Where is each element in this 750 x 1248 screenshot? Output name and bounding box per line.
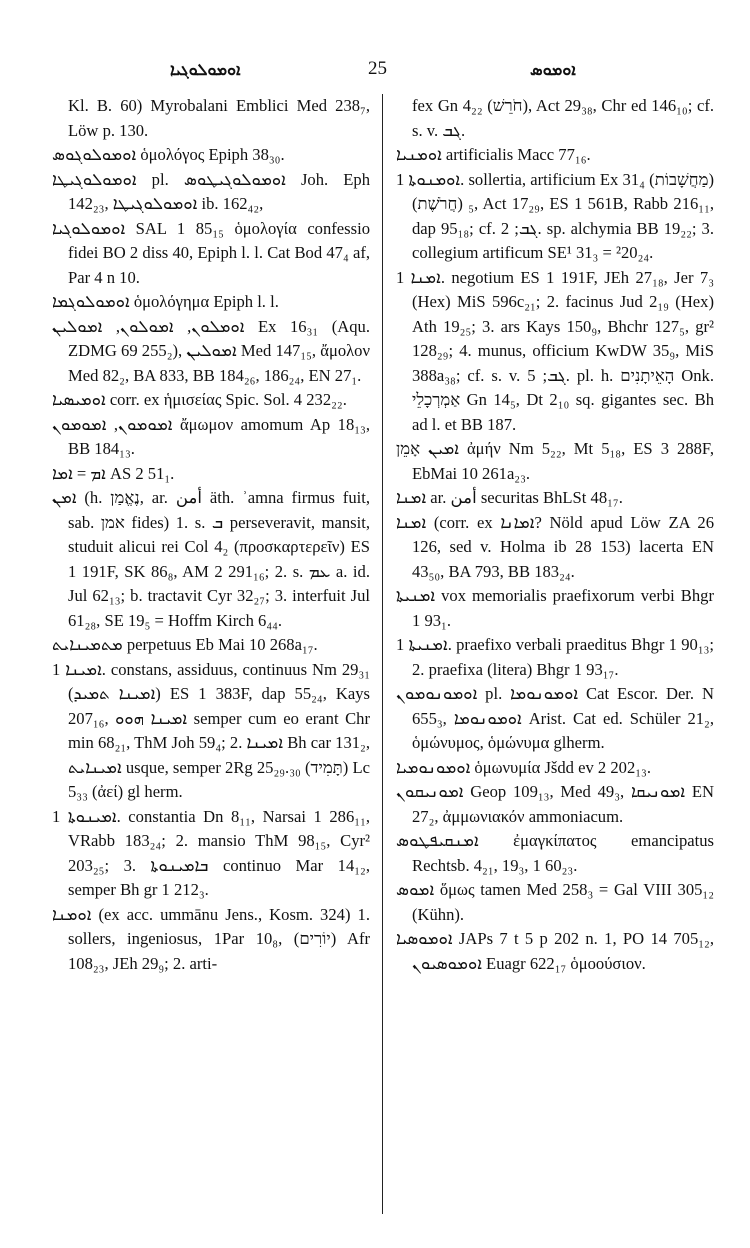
- dictionary-entry: ܐܘܡܝܣܝܐ corr. ex ἡμισείας Spic. Sol. 4 232₂₂.: [52, 390, 347, 409]
- dictionary-entry: ܐܘܡܢܝܐ artificialis Macc 77₁₆.: [396, 145, 591, 164]
- dictionary-entry: ܐܡܘܣ ὅμως tamen Med 258₃ = Gal VIII 305₁₂ (Kühn).: [396, 880, 714, 924]
- right-column: [396, 94, 714, 976]
- dictionary-entry: ܡܬܡܝܢܐܝܬ perpetuus Eb Mai 10 268a₁₇.: [52, 635, 318, 654]
- dictionary-entry: ܐܡܝܢܘܬܐ 1. constantia Dn 8₁₁, Narsai 1 286₁₁, VRabb 183₂₄; 2. mansio ThM 98₁₅, Cyr² 203₂₅; 3. ܒܐܡܝܢܘܬܐ continuo Mar 14₁₂, semper Bh gr 1 212₃.: [52, 806, 370, 899]
- dictionary-entry: ܐܡܢܩܝܦܛܘܣ ἐμαγκίπατος emancipatus Rechtsb. 4₂₁, 19₃, 1 60₂₃.: [396, 831, 714, 875]
- dictionary-entry: ܐܘܡܘܠܘܓܘܣ ὁμολόγος Epiph 38₃₀.: [52, 145, 285, 164]
- dictionary-entry: ܐܡܢܝܬܐ vox memorialis praefixorum verbi Bhgr 1 93₁.: [396, 586, 714, 630]
- dictionary-entry: ܐܡܝܢܐ 1. constans, assiduus, continuus Nm 29₃₁ (ܐܡܝܢܐ ܬܡܝܕ) ES 1 383F, dap 55₂₄, Kays 207₁₆, ܐܡܝܢܐ ܗܘܘ semper cum eo erant Chr min 68₂₁, ThM Joh 59₄; 2. ܐܡܝܢܐ Bh car 131₂, ܐܡܝܢܐܝܬ usque, semper 2Rg 25₂₉.₃₀ (תָּמִיד) Lc 5₃₃ (ἀεί) gl herm.: [52, 659, 371, 801]
- dictionary-entry: ܐܡ = ܐܡܐ AS 2 51₁.: [52, 463, 175, 483]
- dictionary-entry: ܐܡܢܐ ar. أمن securitas BhLSt 48₁₇.: [396, 488, 623, 507]
- column-divider: [382, 94, 383, 1214]
- dictionary-entry: ܐܘܡܘܠܘܓܝܛܐ pl. ܐܘܡܘܠܘܓܝܛܘܣ Joh. Eph 142₂₃, ܐܘܡܘܠܘܓܝܛܐ ib. 162₄₂,: [52, 169, 370, 213]
- page-header: [0, 58, 750, 88]
- dictionary-entry: ܐܡܢܐ 1. negotium ES 1 191F, JEh 27₁₈, Jer 7₃ (Hex) MiS 596c₂₁; 2. facinus Jud 2₁₉ (Hex) Ath 19₂₅; 3. ars Kays 150₉, Bhchr 127₅, gr² 128₂₉; 4. munus, officium KwDW 35₉, MiS 388a₃₈; cf. s. v. ܓܒ; 5. pl. h. הָאֵיתָנִים Onk. אַמְרְכָלֵי Gn 14₅, Dt 2₁₀ sq. gigantes sec. Bh ad l. et BB 187.: [396, 267, 714, 434]
- dictionary-entry: ܐܘܡܘܠܘܓܡܐ ὁμολόγημα Epiph l. l.: [52, 292, 279, 311]
- dictionary-entry: ܐܘܡܢܘܬܐ 1. sollertia, artificium Ex 31₄ (מַחֲשָׁבוֹת) ₅ (חֲרֹשֶׁת), Act 17₂₉, ES 1 561B, Rabb 216₁₁, dap 95₁₈; cf. ܓܒ; 2. sp. alchymia BB 19₂₂; 3. collegium artificum SE¹ 31₃ = ²20₂₄.: [396, 169, 715, 262]
- page-number: 25: [368, 58, 387, 79]
- dictionary-entry: ܐܘܡܘܢܘܡܘܢ pl. ܐܘܡܘܢܘܡܐ Cat Escor. Der. N 655₃, ܐܘܡܘܢܘܡܐ Arist. Cat ed. Schüler 21₂, ὁμώνυμος, ὁμώνυμα glherm.: [396, 684, 714, 752]
- left-running-headword: ܐܘܡܘܠܘܓܝܐ: [170, 60, 241, 79]
- dictionary-entry: ܐܡܘܡܘܢ, ܐܡܘܡܘܢ ἄμωμον amomum Ap 18₁₃, BB 184₁₃.: [52, 414, 370, 458]
- dictionary-entry: fex Gn 4₂₂ (חֹרֵשׁ), Act 29₃₈, Chr ed 146₁₀; cf. s. v. ܓܒ.: [412, 96, 714, 140]
- dictionary-entry: ܐܡܘܢܝܩܘܢ Geop 109₁₃, Med 49₃, ܐܡܘܢܝܩܐ EN 27₂, ἀμμωνιακόν ammoniacum.: [396, 782, 714, 826]
- dictionary-entry: ܐܘܡܠܘܢ, ܐܡܘܠܘܢ, ܐܡܘܠܝܢ Ex 16₃₁ (Aqu. ZDMG 69 255₂), ܐܡܘܠܝܢ Med 147₁₅, ἄμολον Med 82₂, BA 833, BB 184₂₆, 186₂₄, EN 27₁.: [52, 316, 370, 385]
- dictionary-entry: ܐܡܢܐ (corr. ex ܐܡܐܢܐ? Nöld apud Löw ZA 26 126, sed v. Holma ib 28 153) lacerta EN 43₅₀, BA 793, BB 183₂₄.: [396, 512, 714, 581]
- dictionary-entry: Kl. B. 60) Myrobalani Emblici Med 238₇, Löw p. 130.: [68, 96, 370, 140]
- dictionary-entry: ܐܘܡܘܠܘܓܝܐ SAL 1 85₁₅ ὁμολογία confessio fidei BO 2 diss 40, Epiph l. l. Cat Bod 47₄ af, Par 4 n 10.: [52, 218, 370, 287]
- right-running-headword: ܐܘܡܘܣ: [530, 60, 576, 79]
- left-column: [52, 94, 370, 976]
- dictionary-entry: ܐܡܢ (h. נֶאֱמַן, ar. أمن äth. ʾamna firmus fuit, sab. אמן fides) 1. s. ܒ perseveravit, mansit, studuit alicui rei Col 4₂ (προσκαρτερεῖν) ES 1 191F, SK 86₈, AM 2 291₁₆; 2. s. ܥܡ a. id. Jul 62₁₃; b. tractavit Cyr 32₂₇; 3. interfuit Jul 61₂₈, SE 19₅ = Hoffm Kirch 6₄₄.: [52, 488, 370, 630]
- dictionary-entry: ܐܘܡܘܢܘܡܝܐ ὁμωνυμία Jšdd ev 2 202₁₃.: [396, 757, 651, 777]
- dictionary-entry: ܐܘܡܢܐ (ex acc. ummānu Jens., Kosm. 324) 1. sollers, ingeniosus, 1Par 10₈, (יוֹרִים) Afr 108₂₃, JEh 29₉; 2. arti-: [52, 904, 371, 973]
- dictionary-entry: ܐܘܡܘܣܝܐ JAPs 7 t 5 p 202 n. 1, PO 14 705₁₂, ܐܘܡܘܣܝܘܢ Euagr 622₁₇ ὁμοούσιον.: [396, 929, 714, 973]
- dictionary-entry: ܐܡܝܢ אָמֵן ἀμήν Nm 5₂₂, Mt 5₁₈, ES 3 288F, EbMai 10 261a₂₃.: [396, 439, 714, 483]
- dictionary-entry: ܐܡܢܝܬܐ 1. praefixo verbali praeditus Bhgr 1 90₁₃; 2. praefixa (litera) Bhgr 1 93₁₇.: [396, 635, 714, 679]
